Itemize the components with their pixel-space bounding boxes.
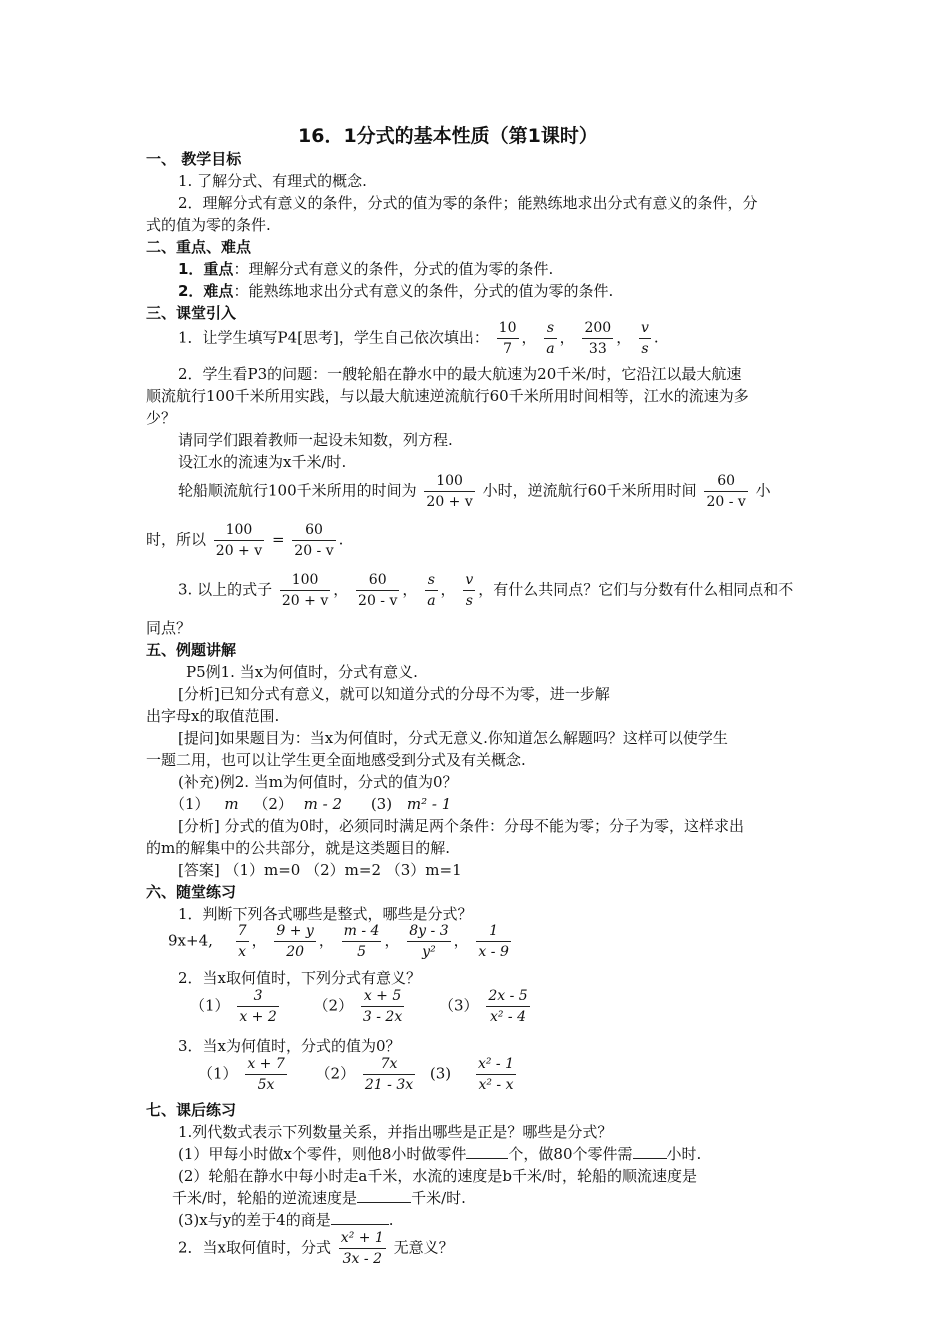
separator: ，: [559, 328, 575, 347]
fraction: [292, 520, 335, 561]
text-span: 千米/时，轮船的逆流速度是: [172, 1189, 358, 1207]
numerator: 200: [582, 318, 613, 339]
text-line: [178, 1144, 701, 1164]
fraction: [236, 921, 249, 962]
text-span: 小: [755, 481, 771, 500]
numerator: v: [463, 570, 475, 591]
text-line: 3．当x为何值时，分式的值为0？: [178, 1037, 401, 1055]
key-text: ：理解分式有意义的条件，分式的值为零的条件.: [233, 260, 554, 278]
fraction: [486, 986, 529, 1027]
numerator: 10: [497, 318, 519, 339]
expression: m: [224, 795, 239, 813]
expression-row: [190, 986, 533, 1027]
text-line: [178, 259, 553, 279]
fraction: [274, 921, 315, 962]
text-line: 少？: [146, 409, 177, 427]
denominator: 20 - v: [358, 593, 398, 609]
item-number: （2）: [315, 1064, 356, 1083]
denominator: 20 + v: [215, 543, 263, 559]
separator: ，: [333, 580, 349, 599]
text-line: 设江水的流速为x千米/时.: [178, 453, 347, 471]
denominator: 20 - v: [706, 494, 746, 510]
expression: m - 2: [303, 795, 343, 813]
fraction: [342, 921, 382, 962]
text-line: 1. 了解分式、有理式的概念.: [178, 172, 367, 190]
text-line: 2．学生看P3的问题：一艘轮船在静水中的最大航速为20千米/时，它沿江以最大航速: [178, 365, 742, 383]
denominator: y²: [422, 944, 436, 960]
text-line: 顺流航行100千米所用实践，与以最大航速逆流航行60千米所用时间相等，江水的流速为多: [146, 387, 749, 405]
numerator: v: [639, 318, 651, 339]
numerator: 1: [476, 921, 510, 942]
text-line: [178, 1228, 454, 1269]
numerator: x² - 1: [476, 1054, 516, 1075]
fraction: [424, 471, 474, 512]
answer-blank[interactable]: [633, 1144, 667, 1159]
fraction: [476, 1054, 516, 1095]
fraction: [361, 986, 404, 1027]
denominator: 20 + v: [426, 494, 473, 510]
fraction: [476, 921, 510, 962]
section-heading: 六、随堂练习: [146, 883, 237, 901]
item-number: （2）: [313, 996, 354, 1015]
numerator: 9 + y: [274, 921, 315, 942]
fraction: [245, 1054, 286, 1095]
text-line: [178, 1210, 394, 1230]
section-heading: 一、 教学目标: [146, 150, 242, 168]
text-line: 出字母x的取值范围.: [146, 707, 280, 725]
fraction: [237, 986, 278, 1027]
expression-row: [168, 921, 514, 962]
text-line: [172, 1188, 466, 1208]
item-number: （2）: [253, 795, 293, 813]
fraction: [582, 318, 613, 359]
text-span: 小时.: [666, 1145, 702, 1163]
denominator: 7: [503, 341, 513, 357]
text-line: 同点？: [146, 619, 192, 637]
text-span: (1）甲每小时做x个零件，则他8小时做零件: [178, 1145, 467, 1163]
text-line: [提问]如果题目为：当x为何值时，分式无意义.你知道怎么解题吗？这样可以使学生: [178, 729, 728, 747]
fraction: [363, 1054, 415, 1095]
numerator: 100: [214, 520, 264, 541]
denominator: x² - 4: [489, 1009, 527, 1025]
answer-line: [答案] （1）m=0 （2）m=2 （3）m=1: [178, 861, 462, 879]
fraction: [639, 318, 651, 359]
text-span: ，有什么共同点？它们与分数有什么相同点和不: [478, 580, 794, 599]
fraction: [339, 1228, 386, 1269]
text-line: [分析]已知分式有意义，就可以知道分式的分母不为零，进一步解: [178, 685, 610, 703]
text-span: 3. 以上的式子: [178, 580, 273, 599]
item-number: （1）: [170, 795, 210, 813]
period: .: [653, 328, 659, 347]
text-line: 2．理解分式有意义的条件，分式的值为零的条件；能熟练地求出分式有意义的条件，分: [178, 194, 758, 212]
numerator: 7x: [363, 1054, 415, 1075]
item-number: （1）: [198, 1064, 238, 1083]
difficulty-text: ：能熟练地求出分式有意义的条件，分式的值为零的条件.: [233, 282, 614, 300]
numerator: m - 4: [342, 921, 382, 942]
fraction: [544, 318, 556, 359]
denominator: x: [238, 944, 247, 960]
text-span: 轮船顺流航行100千米所用的时间为: [178, 481, 417, 500]
expression: 9x+4,: [168, 931, 213, 950]
expression: m² - 1: [406, 795, 452, 813]
section-heading: 二、重点、难点: [146, 238, 252, 256]
separator: ，: [318, 931, 334, 950]
text-span: (3)x与y的差于4的商是: [178, 1211, 331, 1229]
separator: ，: [440, 580, 456, 599]
text-span: 时，所以: [146, 530, 207, 549]
text-line: [146, 520, 343, 561]
text-line: (2）轮船在静水中每小时走a千米，水流的速度是b千米/时，轮船的顺流速度是: [178, 1167, 697, 1185]
text-line: P5例1. 当x为何值时，分式有意义.: [186, 663, 418, 681]
numerator: 60: [704, 471, 747, 492]
separator: ，: [521, 328, 537, 347]
text-line: 一题二用，也可以让学生更全面地感受到分式及有关概念.: [146, 751, 526, 769]
numerator: 7: [236, 921, 249, 942]
fraction: [407, 921, 450, 962]
denominator: a: [546, 341, 555, 357]
denominator: 5x: [257, 1077, 275, 1093]
denominator: x² - x: [478, 1077, 514, 1093]
fraction: [356, 570, 399, 611]
denominator: s: [641, 341, 649, 357]
key-label: 1．重点: [178, 260, 234, 278]
numerator: 2x - 5: [486, 986, 529, 1007]
item-number: （1）: [190, 996, 230, 1015]
numerator: x + 7: [245, 1054, 286, 1075]
numerator: x² + 1: [339, 1228, 386, 1249]
text-line: 式的值为零的条件.: [146, 216, 271, 234]
numerator: 100: [280, 570, 330, 591]
separator: ，: [402, 580, 418, 599]
section-heading: 七、课后练习: [146, 1101, 237, 1119]
text-line: 的m的解集中的公共部分，就是这类题目的解.: [146, 839, 450, 857]
separator: ，: [453, 931, 469, 950]
difficulty-label: 2．难点: [178, 282, 234, 300]
text-span: 1．让学生填写P4[思考]，学生自己依次填出：: [178, 328, 489, 347]
text-span: .: [388, 1211, 394, 1229]
text-line: 2．当x取何值时，下列分式有意义？: [178, 969, 422, 987]
answer-blank[interactable]: [331, 1210, 389, 1225]
denominator: 20 + v: [281, 593, 329, 609]
item-number: （3）: [439, 996, 479, 1015]
text-span: 2．当x取何值时，分式: [178, 1238, 332, 1257]
answer-blank[interactable]: [357, 1188, 411, 1203]
numerator: 100: [424, 471, 474, 492]
fraction: [280, 570, 330, 611]
denominator: 3x - 2: [342, 1251, 382, 1267]
fraction: [463, 570, 475, 611]
denominator: 20 - v: [294, 543, 334, 559]
denominator: x - 9: [478, 944, 509, 960]
text-line: [178, 570, 793, 611]
denominator: s: [465, 593, 473, 609]
text-line: [170, 794, 451, 814]
text-line: 1.列代数式表示下列数量关系，并指出哪些是正是？哪些是分式？: [178, 1123, 613, 1141]
text-line: [分析] 分式的值为0时，必须同时满足两个条件：分母不能为零；分子为零，这样求出: [178, 817, 745, 835]
numerator: 8y - 3: [407, 921, 450, 942]
numerator: 3: [237, 986, 278, 1007]
fraction: [425, 570, 437, 611]
period: .: [338, 530, 344, 549]
fraction: [704, 471, 747, 512]
denominator: 21 - 3x: [364, 1077, 414, 1093]
denominator: x + 2: [239, 1009, 277, 1025]
equals-sign: =: [271, 530, 285, 549]
page-title: 16．1分式的基本性质（第1课时）: [298, 125, 598, 147]
text-line: [178, 471, 771, 512]
answer-blank[interactable]: [466, 1144, 508, 1159]
text-line: [178, 318, 659, 359]
denominator: 3 - 2x: [362, 1009, 403, 1025]
separator: ，: [251, 931, 267, 950]
text-line: 1．判断下列各式哪些是整式，哪些是分式？: [178, 905, 473, 923]
text-span: 无意义？: [393, 1238, 454, 1257]
item-number: (3): [370, 795, 393, 813]
numerator: x + 5: [361, 986, 404, 1007]
text-span: 千米/时.: [411, 1189, 466, 1207]
text-span: 个，做80个零件需: [508, 1145, 633, 1163]
item-number: (3): [429, 1064, 452, 1083]
denominator: 5: [357, 944, 367, 960]
section-heading: 五、例题讲解: [146, 641, 237, 659]
text-line: 请同学们跟着教师一起设未知数，列方程.: [178, 431, 453, 449]
separator: ，: [616, 328, 632, 347]
denominator: 33: [588, 341, 607, 357]
numerator: s: [425, 570, 437, 591]
numerator: 60: [292, 520, 335, 541]
separator: ，: [384, 931, 400, 950]
text-span: 小时，逆流航行60千米所用时间: [482, 481, 697, 500]
denominator: a: [427, 593, 436, 609]
expression-row: [198, 1054, 519, 1095]
numerator: s: [544, 318, 556, 339]
text-line: [178, 281, 613, 301]
fraction: [214, 520, 264, 561]
fraction: [497, 318, 519, 359]
section-heading: 三、课堂引入: [146, 304, 237, 322]
text-line: (补充)例2. 当m为何值时，分式的值为0？: [178, 773, 458, 791]
numerator: 60: [356, 570, 399, 591]
denominator: 20: [286, 944, 305, 960]
